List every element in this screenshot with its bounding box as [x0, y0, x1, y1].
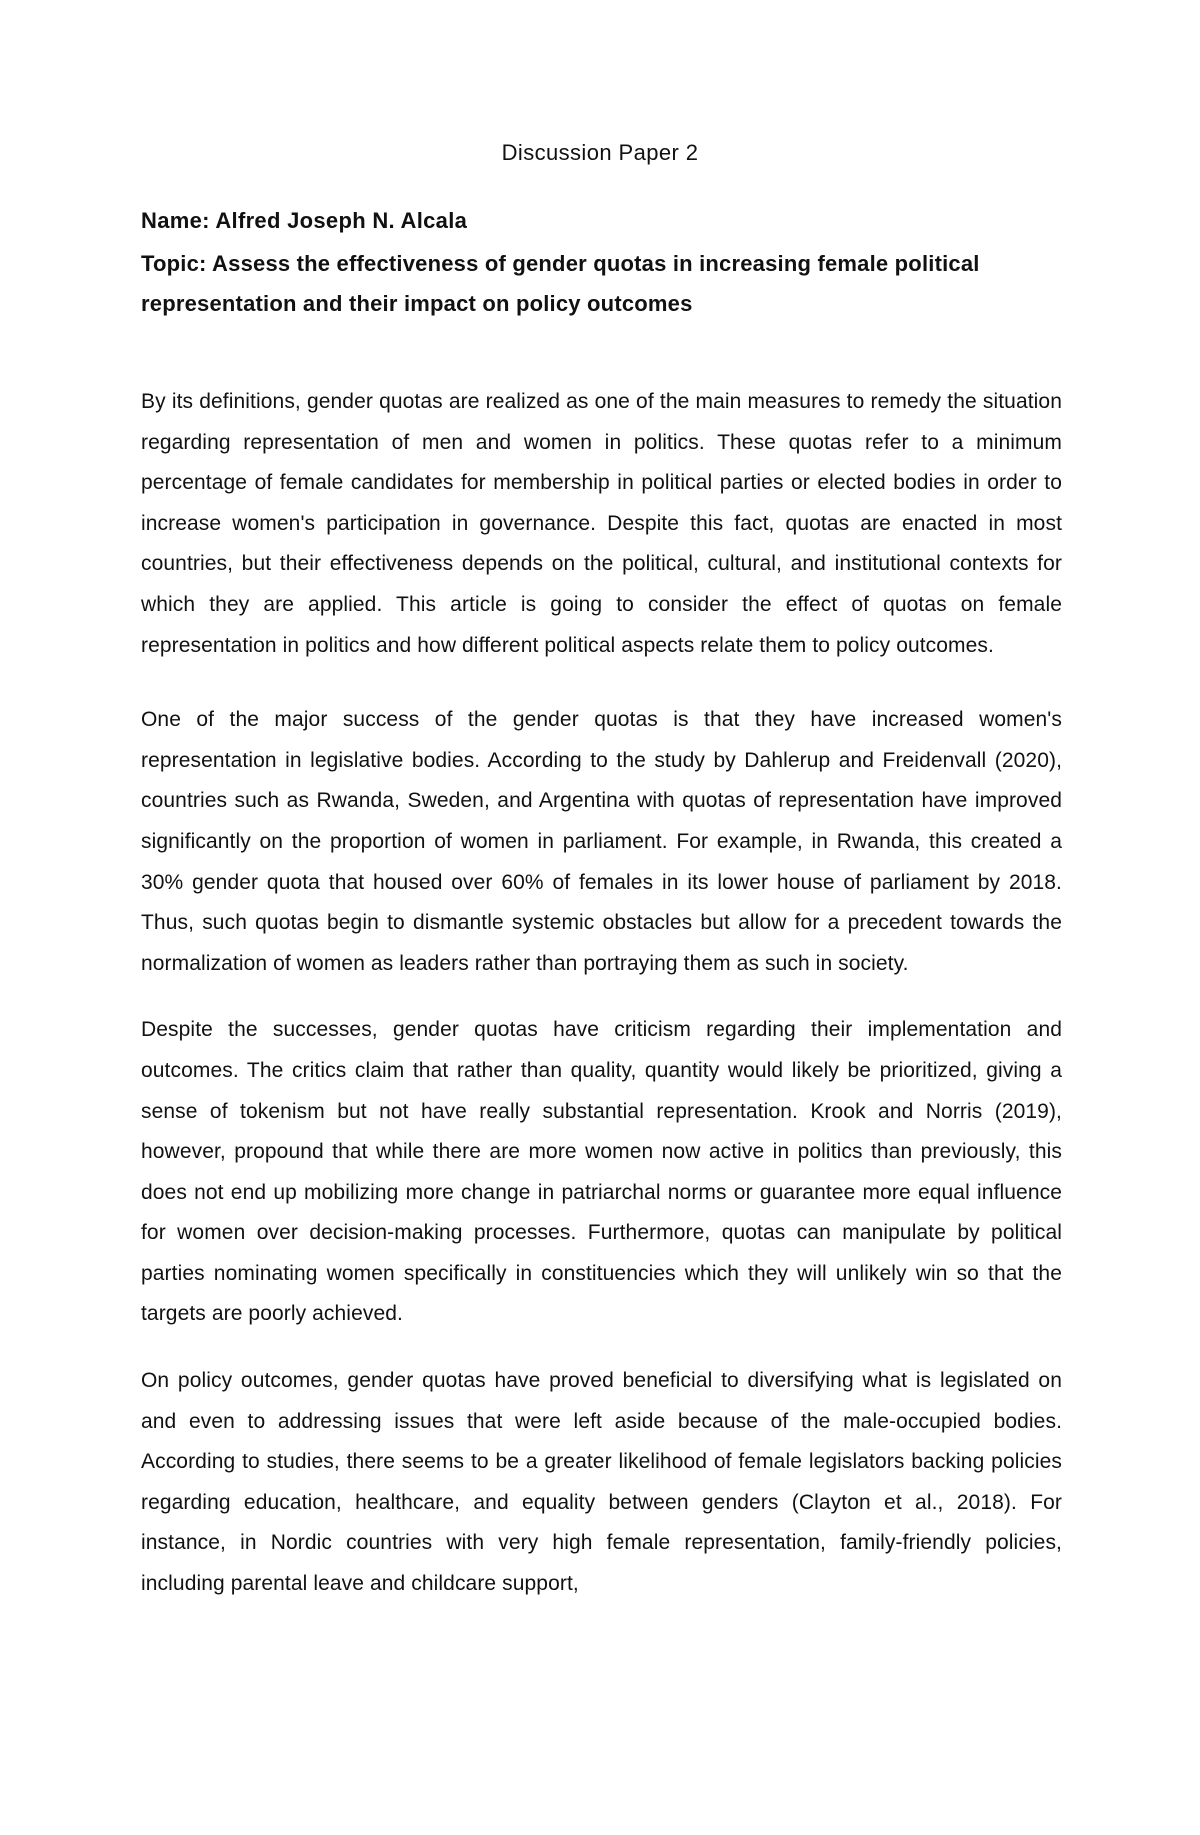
topic-line: Topic: Assess the effectiveness of gender quotas in increasing female political representation and their impact on policy outcomes: [141, 251, 980, 316]
author-name-line: Name: Alfred Joseph N. Alcala: [141, 208, 468, 233]
body-text: [141, 382, 1062, 1631]
paragraph-success: One of the major success of the gender quotas is that they have increased women's representation in legislative bodies. According to the study by Dahlerup and Freidenvall (2020), countries such as Rwanda, Sweden, and Argentina with quotas of representation have improved significantly on the proportion of women in parliament. For example, in Rwanda, this created a 30% gender quota that housed over 60% of females in its lower house of parliament by 2018. Thus, such quotas begin to dismantle systemic obstacles but allow for a precedent towards the normalization of women as leaders rather than portraying them as such in society.: [141, 708, 1062, 975]
paragraph-intro: By its definitions, gender quotas are realized as one of the main measures to remedy the situation regarding representation of men and women in politics. These quotas refer to a minimum percentage of female candidates for membership in political parties or elected bodies in order to increase women's participation in governance. Despite this fact, quotas are enacted in most countries, but their effectiveness depends on the political, cultural, and institutional contexts for which they are applied. This article is going to consider the effect of quotas on female representation in politics and how different political aspects relate them to policy outcomes.: [141, 390, 1062, 657]
paragraph-policy-outcomes: On policy outcomes, gender quotas have proved beneficial to diversifying what is legislated on and even to addressing issues that were left aside because of the male-occupied bodies. According to studies, there seems to be a greater likelihood of female legislators backing policies regarding education, healthcare, and equality between genders (Clayton et al., 2018). For instance, in Nordic countries with very high female representation, family-friendly policies, including parental leave and childcare support,: [141, 1369, 1062, 1596]
document-title: Discussion Paper 2: [501, 140, 699, 165]
paragraph-criticism: Despite the successes, gender quotas have criticism regarding their implementation and outcomes. The critics claim that rather than quality, quantity would likely be prioritized, giving a sense of tokenism but not have really substantial representation. Krook and Norris (2019), however, propound that while there are more women now active in politics than previously, this does not end up mobilizing more change in patriarchal norms or guarantee more equal influence for women over decision-making processes. Furthermore, quotas can manipulate by political parties nominating women specifically in constituencies which they will unlikely win so that the targets are poorly achieved.: [141, 1018, 1062, 1326]
